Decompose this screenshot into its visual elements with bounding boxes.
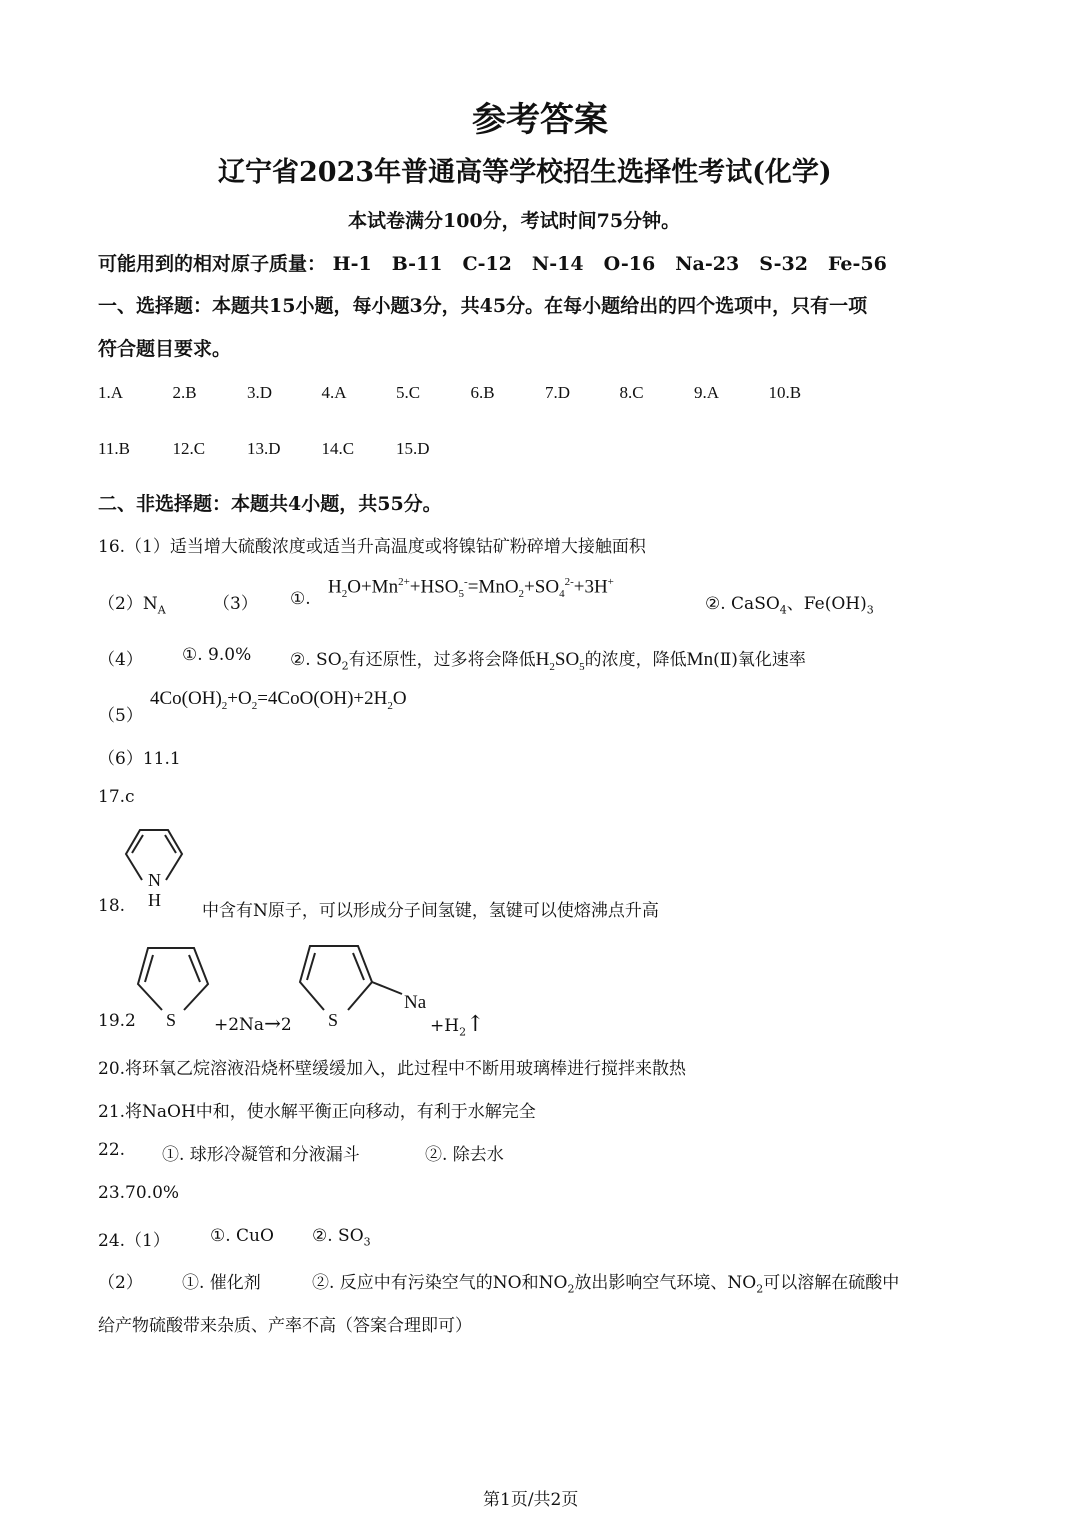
atomic-mass-line — [98, 249, 907, 276]
atomic-mass-item: O-16 — [603, 253, 656, 275]
q19-hydrogen: $+H_2↑$ — [430, 1012, 485, 1039]
atomic-mass-item: Fe-56 — [827, 253, 887, 275]
mc-answers-row-2 — [98, 439, 471, 459]
q16-equation-1: $H_2O+Mn^{2+}+HSO_5^-=MnO_2+SO_4^{2-}+3H^+$ — [328, 576, 614, 601]
q24-part2-answer2: ②. 反应中有污染空气的NO和$NO_2$放出影响空气环境、$NO_2$可以溶解在硫酸中 — [312, 1273, 900, 1296]
q24-part2-label: （2） — [98, 1273, 143, 1293]
exam-info: 本试卷满分100分，考试时间75分钟。 — [348, 210, 681, 232]
q23-answer: 23.70.0% — [98, 1183, 180, 1203]
atomic-mass-item: S-32 — [759, 253, 808, 275]
q19-number: 19.2 — [98, 1011, 136, 1031]
page-footer: 第1页/共2页 — [483, 1490, 579, 1510]
atomic-mass-label: 可能用到的相对原子质量： — [98, 253, 327, 275]
svg-text:S: S — [328, 1010, 339, 1030]
section1-title-cont: 符合题目要求。 — [98, 338, 232, 360]
mc-answer: 5.C — [396, 383, 421, 402]
q22-number: 22. — [98, 1140, 126, 1160]
page-title: 参考答案 — [472, 100, 608, 140]
mc-answer: 9.A — [694, 383, 720, 402]
q24-part2-answer2-cont: 给产物硫酸带来杂质、产率不高（答案合理即可） — [98, 1316, 472, 1336]
mc-answer: 14.C — [321, 439, 355, 458]
atomic-mass-list — [333, 253, 907, 275]
pyrrole-structure — [120, 822, 190, 910]
atomic-mass-item: B-11 — [391, 253, 443, 275]
q19-na-label: Na — [404, 992, 427, 1013]
q18-answer: 中含有N原子，可以形成分子间氢键，氢键可以使熔沸点升高 — [202, 901, 659, 921]
q16-part3-circle1: ①. — [290, 589, 311, 609]
mc-answer: 13.D — [247, 439, 281, 458]
svg-text:N: N — [148, 870, 161, 890]
q16-equation-2: $4Co(OH)_2+O_2=4CoO(OH)+2H_2O$ — [150, 688, 407, 712]
mc-answer: 4.A — [321, 383, 347, 402]
mc-answer: 8.C — [619, 383, 644, 402]
atomic-mass-item: Na-23 — [675, 253, 740, 275]
svg-text:S: S — [166, 1010, 177, 1030]
section2-title: 二、非选择题：本题共4小题，共55分。 — [98, 493, 442, 515]
q18-number: 18. — [98, 896, 126, 916]
atomic-mass-item: H-1 — [332, 253, 372, 275]
mc-answer: 7.D — [545, 383, 571, 402]
mc-answer: 1.A — [98, 383, 124, 402]
q24-part1-answer1: ①. CuO — [210, 1226, 274, 1246]
q22-answer1: ①. 球形冷凝管和分液漏斗 — [162, 1145, 360, 1165]
mc-answer: 15.D — [396, 439, 430, 458]
q16-part6: （6）11.1 — [98, 749, 181, 769]
q21-answer: 21.将NaOH中和，使水解平衡正向移动，有利于水解完全 — [98, 1102, 536, 1122]
mc-answer: 3.D — [247, 383, 273, 402]
svg-text:H: H — [148, 890, 161, 910]
mc-answers-row-1 — [98, 383, 843, 403]
atomic-mass-item: N-14 — [531, 253, 584, 275]
mc-answer: 11.B — [98, 439, 130, 458]
q16-part2: $(2)N_A$ — [98, 594, 166, 617]
q16-part1: 16.（1）适当增大硫酸浓度或适当升高温度或将镍钴矿粉碎增大接触面积 — [98, 537, 646, 557]
exam-subtitle: 辽宁省2023年普通高等学校招生选择性考试(化学) — [218, 157, 832, 188]
q16-part3-answer2: ②. CaSO$_4$、$Fe(OH)_3$ — [705, 594, 874, 617]
mc-answer: 6.B — [470, 383, 495, 402]
q20-answer: 20.将环氧乙烷溶液沿烧杯壁缓缓加入，此过程中不断用玻璃棒进行搅拌来散热 — [98, 1059, 687, 1079]
q16-part4-answer2: ②. $SO_2$有还原性，过多将会降低$H_2SO_5$的浓度，降低Mn(Ⅱ)氧化速率 — [290, 649, 806, 673]
q19-reagent: +2Na→2 — [214, 1011, 292, 1035]
sodium-thiophene-structure — [292, 936, 442, 1030]
thiophene-structure — [132, 938, 218, 1030]
mc-answer: 10.B — [768, 383, 802, 402]
mc-answer: 12.C — [172, 439, 206, 458]
atomic-mass-item: C-12 — [462, 253, 512, 275]
q16-part3-label: （3） — [213, 594, 258, 614]
q17-answer: 17.c — [98, 787, 135, 807]
mc-answer: 2.B — [172, 383, 197, 402]
q24-part1-label: 24.（1） — [98, 1231, 170, 1251]
section1-title: 一、选择题：本题共15小题，每小题3分，共45分。在每小题给出的四个选项中，只有一项 — [98, 295, 868, 317]
q24-part2-answer1: ①. 催化剂 — [182, 1273, 261, 1293]
q16-part4-answer1: ①. 9.0% — [182, 645, 252, 665]
q16-part5-label: （5） — [98, 706, 143, 726]
q22-answer2: ②. 除去水 — [425, 1145, 504, 1165]
q16-part4-label: （4） — [98, 650, 143, 670]
q24-part1-answer2: ②. $SO_3$ — [312, 1226, 371, 1249]
